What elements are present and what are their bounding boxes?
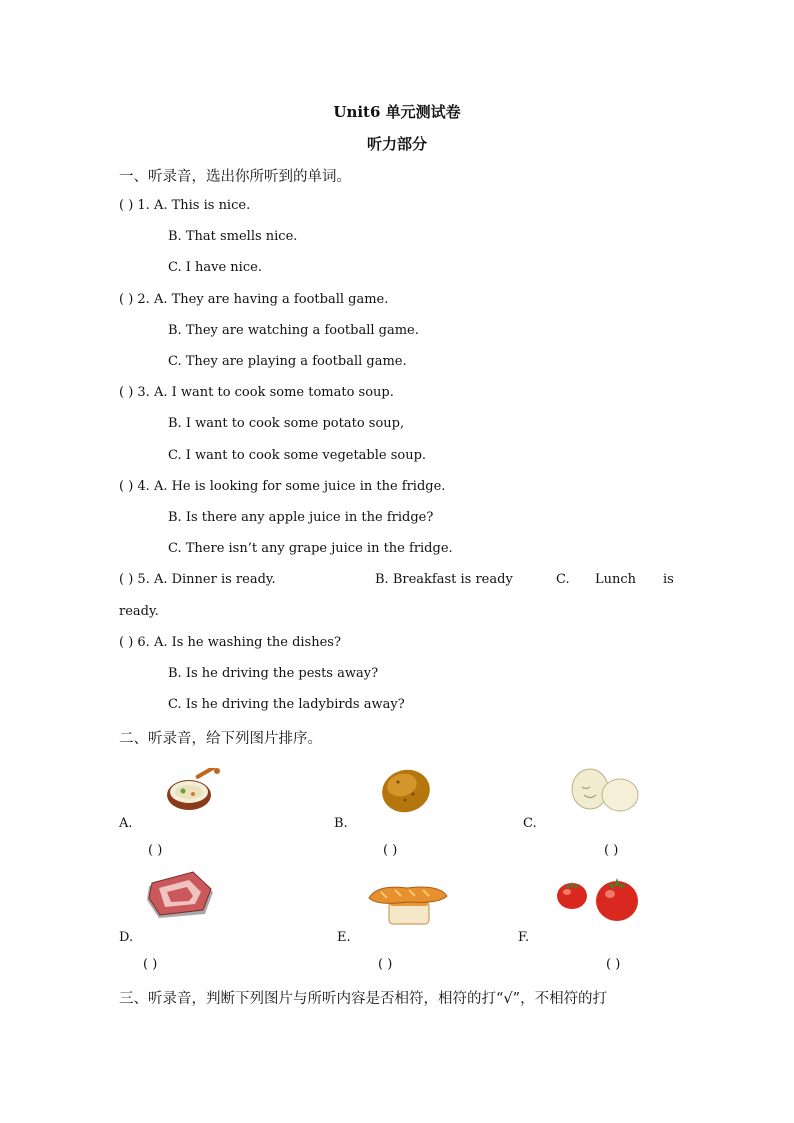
picture-label-a: A. <box>119 816 133 831</box>
q1-option-c: C. I have nice. <box>168 260 262 275</box>
picture-label-e: E. <box>337 930 351 945</box>
section2-heading: 二、听录音，给下列图片排序。 <box>119 731 322 747</box>
q5-option-a: ( ) 5. A. Dinner is ready. <box>119 572 276 587</box>
q2-option-b: B. They are watching a football game. <box>168 323 419 338</box>
q4-option-b: B. Is there any apple juice in the fridge? <box>168 510 434 525</box>
tomato-icon <box>555 874 641 924</box>
q3-option-b: B. I want to cook some potato soup, <box>168 416 405 431</box>
picture-label-b: B. <box>334 816 348 831</box>
section1-heading: 一、听录音，选出你所听到的单词。 <box>119 169 351 185</box>
page-title: Unit6 单元测试卷 <box>333 103 461 121</box>
answer-blank-a[interactable]: ( ) <box>148 843 163 858</box>
q1-option-b: B. That smells nice. <box>168 229 298 244</box>
answer-blank-b[interactable]: ( ) <box>383 843 398 858</box>
eggs-icon <box>568 767 640 815</box>
q3-option-c: C. I want to cook some vegetable soup. <box>168 448 427 463</box>
bread-icon <box>367 880 449 926</box>
q6-option-a: ( ) 6. A. Is he washing the dishes? <box>119 635 341 650</box>
q6-option-b: B. Is he driving the pests away? <box>168 666 379 681</box>
picture-label-f: F. <box>518 930 530 945</box>
answer-blank-e[interactable]: ( ) <box>378 957 393 972</box>
potato-icon <box>380 767 432 815</box>
q4-option-c: C. There isn’t any grape juice in the fridge. <box>168 541 453 556</box>
q5-option-c-word: Lunch <box>595 572 637 587</box>
q5-option-c-is: is <box>663 572 674 587</box>
soup-bowl-icon <box>165 768 223 814</box>
q2-option-c: C. They are playing a football game. <box>168 354 407 369</box>
q4-option-a: ( ) 4. A. He is looking for some juice in the fridge. <box>119 479 446 494</box>
q2-option-a: ( ) 2. A. They are having a football game. <box>119 292 389 307</box>
q3-option-a: ( ) 3. A. I want to cook some tomato soup. <box>119 385 394 400</box>
meat-icon <box>143 870 217 922</box>
section3-heading: 三、听录音，判断下列图片与所听内容是否相符，相符的打“√”，不相符的打 <box>119 991 608 1007</box>
picture-label-d: D. <box>119 930 134 945</box>
page-subtitle: 听力部分 <box>366 135 427 153</box>
q5-option-c-letter: C. <box>556 572 570 587</box>
q5-option-c-tail: ready. <box>119 604 159 619</box>
answer-blank-f[interactable]: ( ) <box>606 957 621 972</box>
q1-option-a: ( ) 1. A. This is nice. <box>119 198 251 213</box>
q5-option-b: B. Breakfast is ready <box>375 572 513 587</box>
q6-option-c: C. Is he driving the ladybirds away? <box>168 697 405 712</box>
answer-blank-c[interactable]: ( ) <box>604 843 619 858</box>
answer-blank-d[interactable]: ( ) <box>143 957 158 972</box>
picture-label-c: C. <box>523 816 537 831</box>
